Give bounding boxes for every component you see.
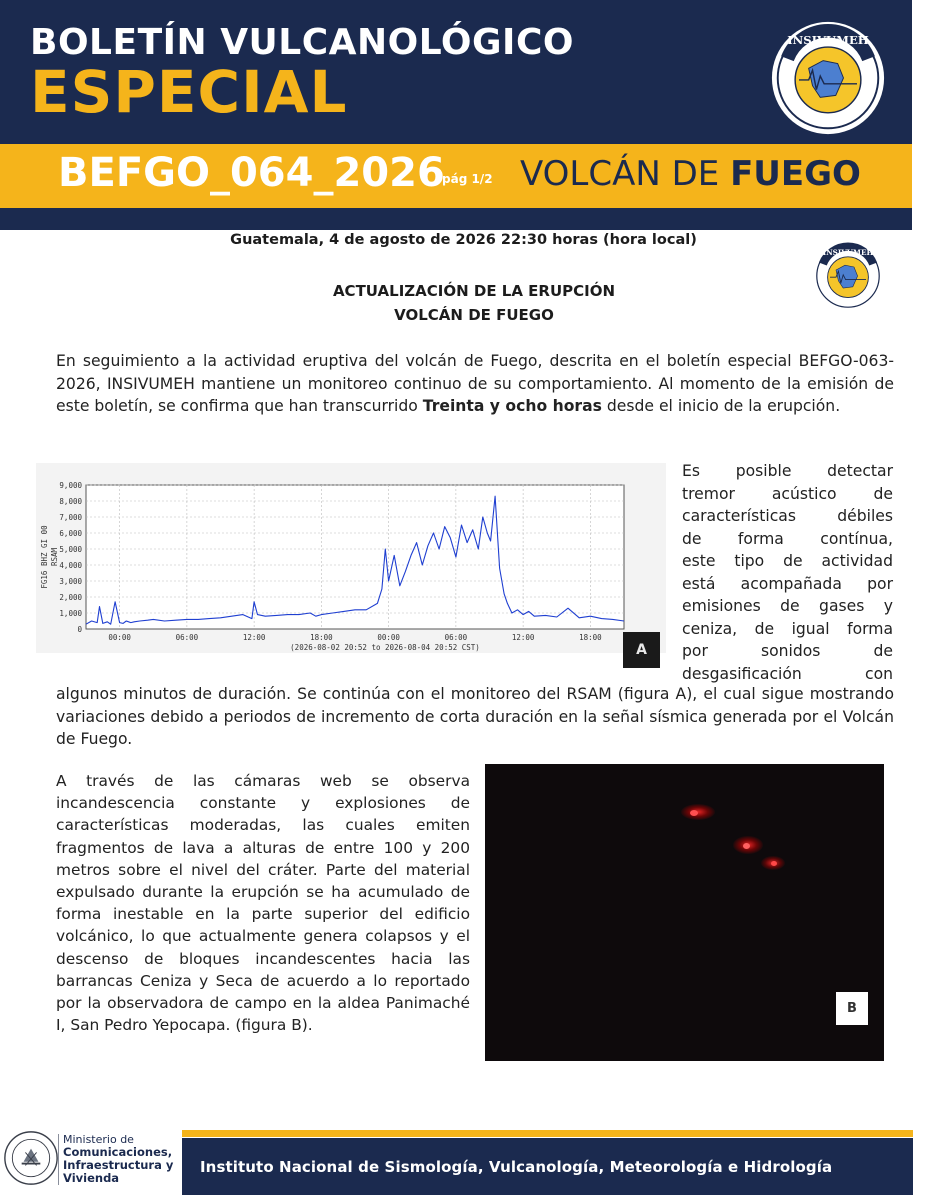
figure-b-label: B (836, 992, 868, 1025)
x-tick-label: 12:00 (242, 633, 266, 642)
x-tick-label: 12:00 (511, 633, 535, 642)
rsam-chart-svg (36, 463, 666, 653)
paragraph-line: Es posible detectar (682, 462, 893, 480)
x-tick-label: 06:00 (444, 633, 468, 642)
y-axis-label: RSAM (50, 547, 59, 567)
y-tick-label: 3,000 (59, 577, 82, 586)
incandescence-core (771, 861, 777, 866)
paragraph-line: este tipo de actividad (682, 552, 893, 570)
y-tick-label: 9,000 (59, 481, 82, 490)
page-indicator: pág 1/2 (442, 172, 493, 186)
bulletin-code: BEFGO_064_2026 (58, 150, 445, 196)
rsam-paragraph: algunos minutos de duración. Se continúa con el monitoreo del RSAM (figura A), el cual sigue mostrando variaciones debido a periodos de incremento de corta duración en la señal sísmica generada por el Volcán de Fuego. (56, 685, 894, 748)
bulletin-subtitle: ESPECIAL (30, 58, 348, 126)
insivumeh-logo (770, 20, 886, 136)
y-axis-station-label: FG16 BHZ GI 00 (40, 525, 49, 589)
y-tick-label: 0 (77, 625, 82, 634)
y-tick-label: 2,000 (59, 593, 82, 602)
x-tick-label: 18:00 (579, 633, 602, 642)
y-tick-label: 4,000 (59, 561, 82, 570)
section-subtitle: VOLCÁN DE FUEGO (394, 306, 554, 324)
dateline: Guatemala, 4 de agosto de 2026 22:30 horas (hora local) (230, 232, 697, 248)
insivumeh-logo-small (812, 240, 884, 312)
section-title: ACTUALIZACIÓN DE LA ERUPCIÓN (332, 282, 616, 300)
ministry-label: Ministerio de Comunicaciones, Infraestructura y Vivienda (58, 1134, 173, 1185)
paragraph-line: características débiles (682, 507, 893, 525)
y-tick-label: 8,000 (59, 497, 82, 506)
paragraph-line: emisiones de gases y (682, 597, 893, 615)
x-tick-label: 06:00 (175, 633, 199, 642)
y-tick-label: 6,000 (59, 529, 82, 538)
rsam-chart (36, 463, 666, 653)
y-tick-label: 5,000 (59, 545, 82, 554)
footer-gold-line (182, 1130, 913, 1137)
incandescence-spot (681, 804, 715, 820)
logo-text-small: INSIVUMEH (822, 248, 874, 257)
volcano-heading (520, 154, 861, 194)
header-banner (0, 0, 912, 230)
webcam-image (485, 764, 884, 1061)
volcano-name: FUEGO (730, 154, 861, 194)
paragraph-line: tremor acústico de (682, 484, 893, 503)
x-tick-label: 18:00 (310, 633, 333, 642)
x-tick-label: 00:00 (108, 633, 131, 642)
paragraph-line: desgasificación con (682, 664, 893, 683)
paragraph-line: por sonidos de (682, 642, 893, 660)
figure-a-label: A (623, 632, 660, 668)
paragraph-line: ceniza, de igual forma (682, 619, 893, 638)
webcam-paragraph: A través de las cámaras web se observa incandescencia constante y explosiones de características moderadas, las cuales emiten fragmentos de lava a alturas de entre 100 y 200 metros sobre el nivel del cráter. Parte del material expulsado durante la erupción se ha acumulado de forma inestable en la parte superior del edificio volcánico, lo que actualmente genera colapsos y el descenso de bloques incandescentes hacia las barrancas Ceniza y Seca de acuerdo a lo reportado por la observadora de campo en la aldea Panimaché I, San Pedro Yepocapa. (figura B). (56, 772, 470, 1035)
volcano-prefix: VOLCÁN DE (520, 154, 731, 194)
plot-area (86, 485, 624, 629)
logo-text: INSIVUMEH (787, 33, 869, 48)
institute-name: Instituto Nacional de Sismología, Vulcanología, Meteorología e Hidrología (200, 1158, 833, 1176)
y-tick-label: 7,000 (59, 513, 82, 522)
intro-paragraph: En seguimiento a la actividad eruptiva del volcán de Fuego, descrita en el boletín especial BEFGO-063-2026, INSIVUMEH mantiene un monitoreo continuo de su comportamiento. Al momento de la emisión de este boletín, se confirma que han transcurrido Treinta y ocho horas desde el inicio de la erupción. (56, 352, 894, 415)
guatemala-seal (3, 1130, 59, 1186)
paragraph-line: de forma contínua, (682, 529, 893, 548)
incandescence-core (743, 843, 750, 849)
acoustic-tremor-paragraph (682, 460, 893, 685)
bulletin-title: BOLETÍN VULCANOLÓGICO (30, 22, 574, 63)
x-tick-label: 00:00 (377, 633, 400, 642)
x-axis-label: (2026-08-02 20:52 to 2026-08-04 20:52 CST) (290, 643, 480, 652)
incandescence-core (690, 810, 698, 816)
y-tick-label: 1,000 (59, 609, 82, 618)
paragraph-line: está acompañada por (682, 574, 893, 593)
elapsed-time: Treinta y ocho horas (422, 397, 602, 415)
